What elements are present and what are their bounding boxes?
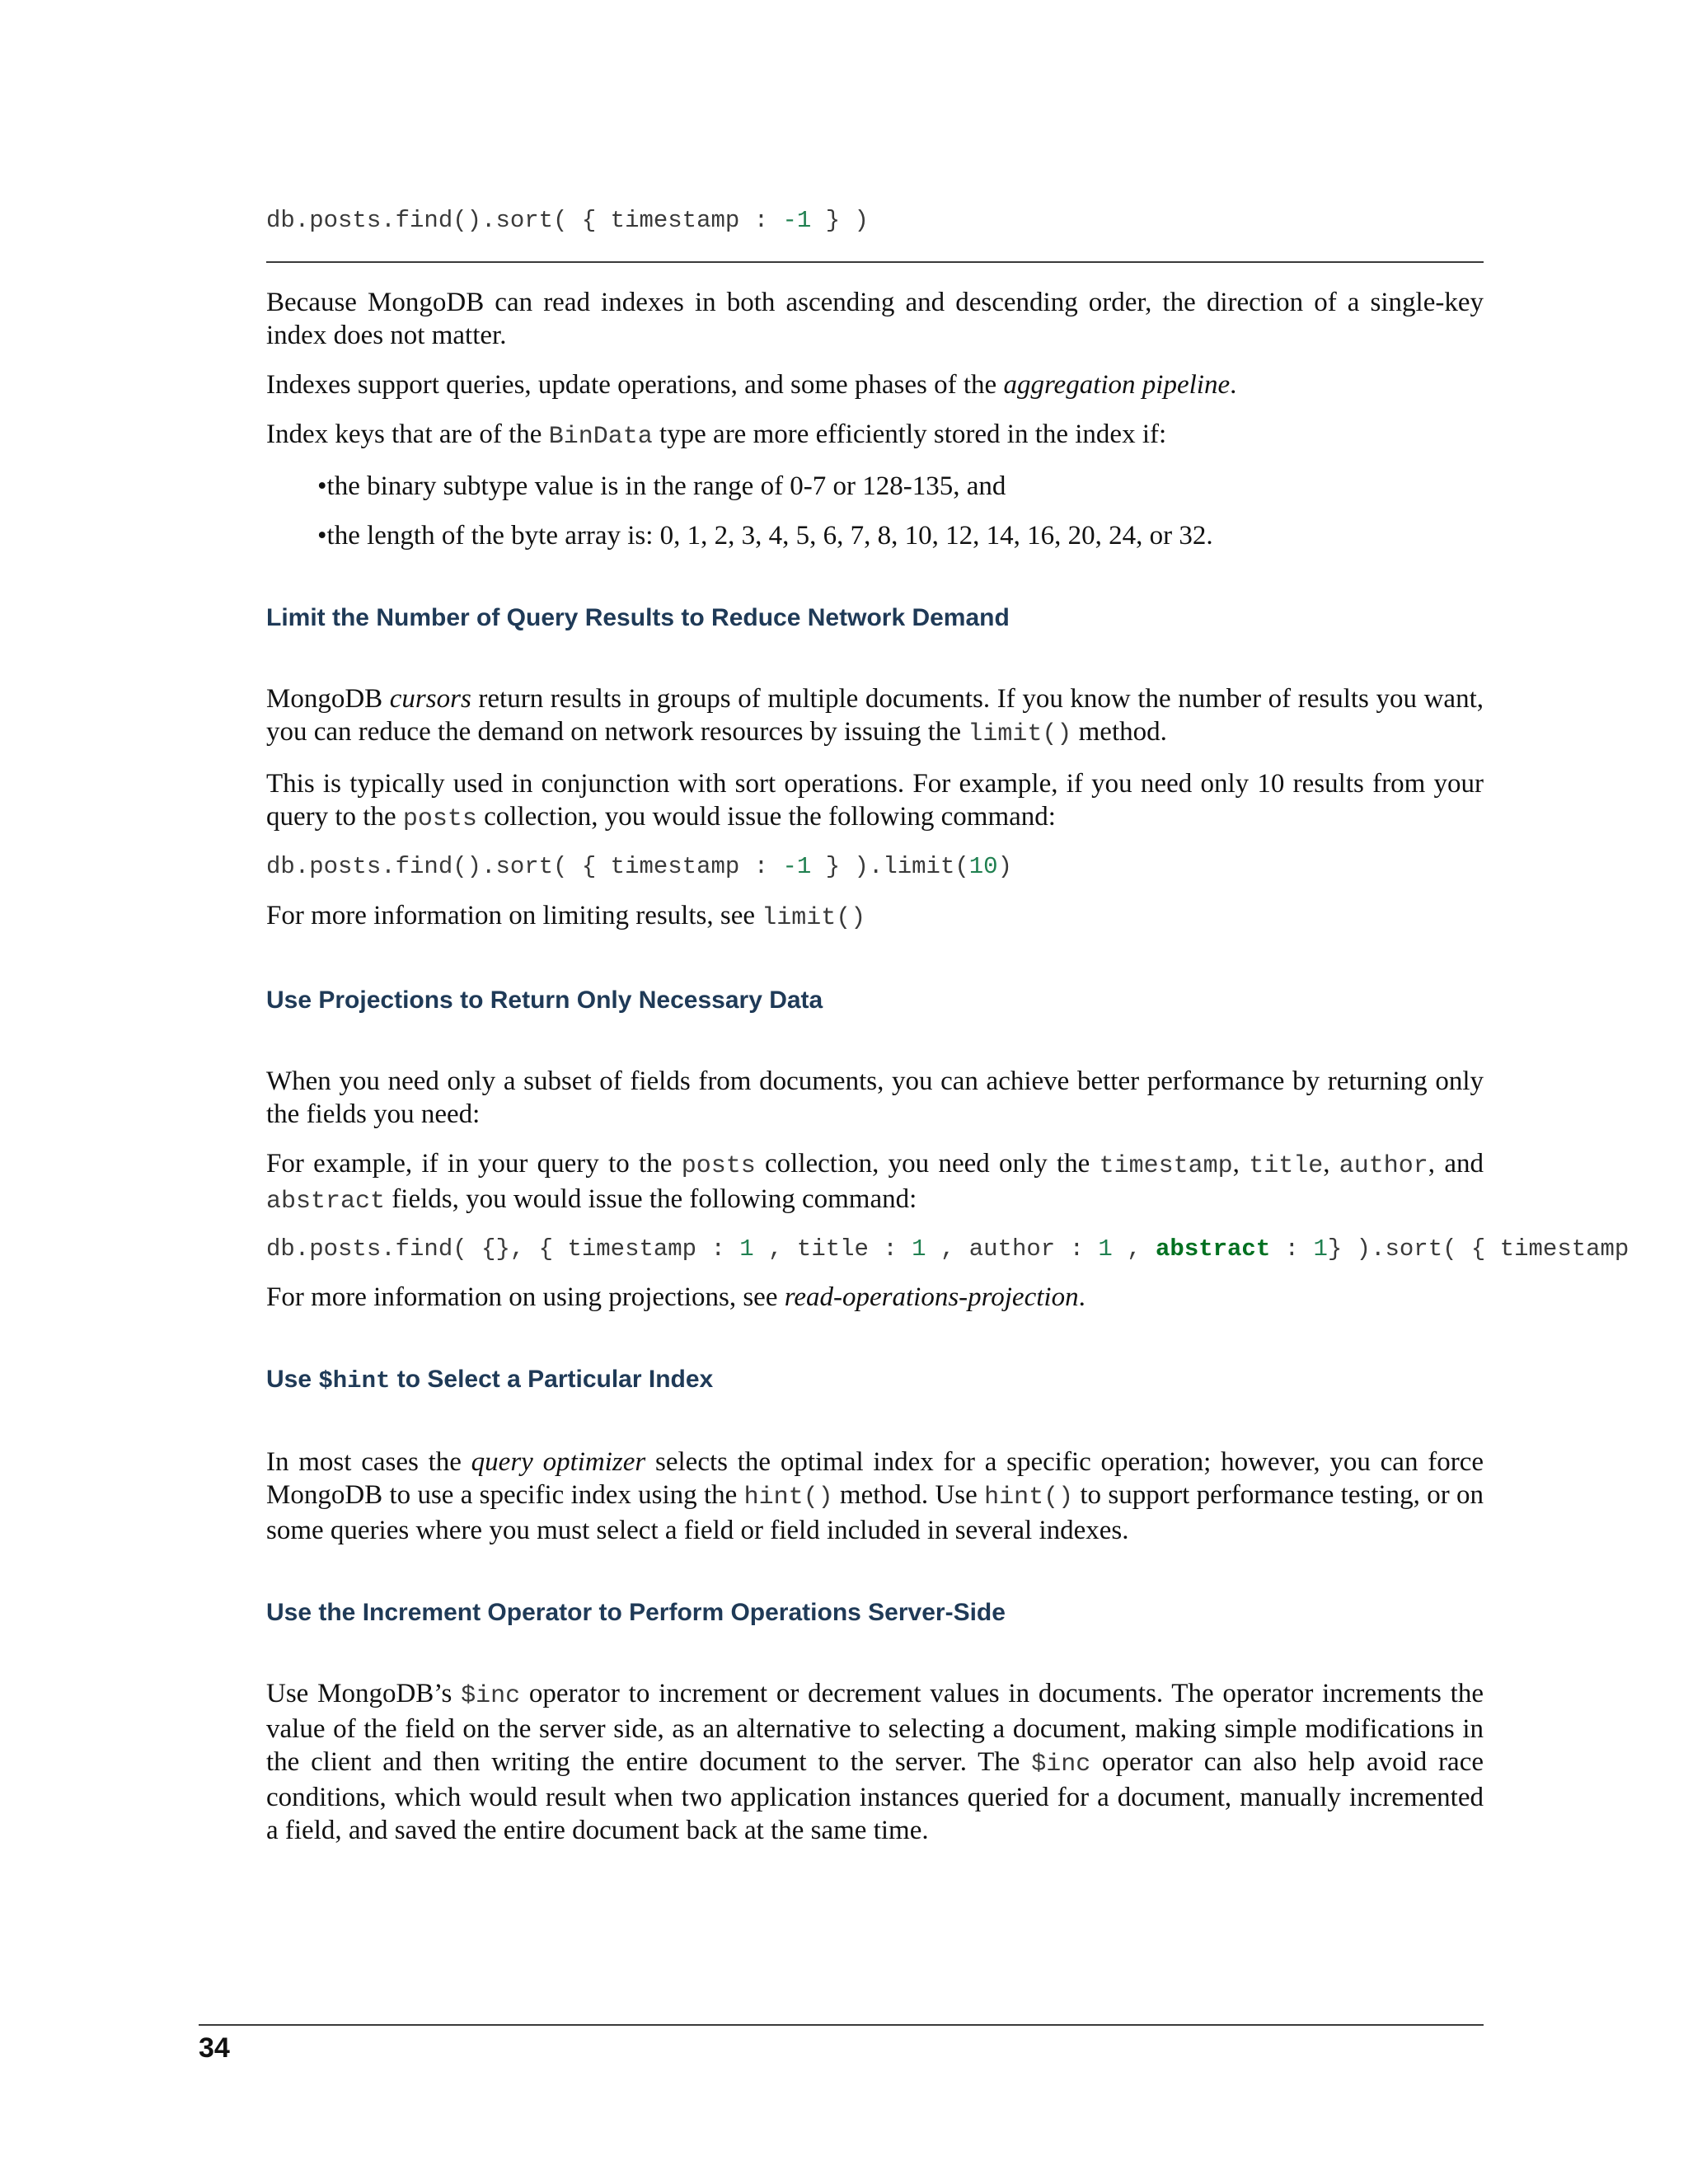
heading-increment-operator: Use the Increment Operator to Perform Operations Server-Side: [266, 1598, 1006, 1626]
link-hint-method-2[interactable]: hint(): [984, 1483, 1074, 1511]
paragraph-index-support: Indexes support queries, update operations, and some phases of the aggregation pipeline.: [266, 370, 1237, 401]
bindata-conditions-list: [266, 470, 1484, 552]
link-inc-operator[interactable]: $inc: [461, 1681, 521, 1710]
list-item: •the length of the byte array is: 0, 1, 2, 3, 4, 5, 6, 7, 8, 10, 12, 14, 16, 20, 24, or 32.: [317, 521, 1213, 551]
code-projection-example: db.posts.find( {}, { timestamp : 1 , title : 1 , author : 1 , abstract : 1} ).sort( { timestamp: [266, 1235, 1629, 1263]
page-content: [266, 206, 1629, 1863]
footer-divider: [199, 2024, 1484, 2026]
section-divider: [266, 261, 1484, 263]
link-inc-operator-2[interactable]: $inc: [1031, 1750, 1091, 1779]
link-cursors[interactable]: cursors: [389, 684, 471, 715]
paragraph-index-direction: Because MongoDB can read indexes in both ascending and descending order, the direction of a single-key index does not matter.: [266, 288, 1484, 351]
heading-hint: Use $hint to Select a Particular Index: [266, 1365, 714, 1394]
link-aggregation-pipeline[interactable]: aggregation pipeline: [1003, 370, 1231, 401]
paragraph-query-optimizer: In most cases the query optimizer selects the optimal index for a specific operation; however, you can force MongoDB to use a specific index using the hint() method. Use hint() to support performance testing, or on some queries where you must select a field or field included in several indexes.: [266, 1446, 1484, 1545]
paragraph-projections-intro: When you need only a subset of fields from documents, you can achieve better performance by returning only the fields you need:: [266, 1066, 1484, 1129]
link-query-optimizer[interactable]: query optimizer: [471, 1446, 646, 1477]
link-limit[interactable]: limit(): [762, 903, 866, 932]
link-hint-method[interactable]: hint(): [743, 1483, 833, 1511]
paragraph-cursors: MongoDB cursors return results in groups of multiple documents. If you know the number of results you want, you can reduce the demand on network resources by issuing the limit() method.: [266, 684, 1484, 749]
heading-projections: Use Projections to Return Only Necessary Data: [266, 986, 823, 1014]
paragraph-projections-example: For example, if in your query to the posts collection, you need only the timestamp, title, author, and abstract fields, you would issue the following command:: [266, 1148, 1484, 1216]
paragraph-inc-operator: Use MongoDB’s $inc operator to increment or decrement values in documents. The operator increments the value of the field on the server side, as an alternative to selecting a document, making simple modifications in the client and then writing the entire document to the server. The $inc operator can also help avoid race conditions, which would result when two application instances queried for a document, manually incremented a field, and saved the entire document back at the same time.: [266, 1678, 1484, 1845]
heading-limit-results: Limit the Number of Query Results to Reduce Network Demand: [266, 604, 1010, 632]
list-item: •the binary subtype value is in the range of 0-7 or 128-135, and: [317, 471, 1006, 502]
paragraph-projection-more-info: For more information on using projections, see read-operations-projection.: [266, 1282, 1085, 1312]
page-number: 34: [199, 2032, 230, 2064]
paragraph-sort-conjunction: This is typically used in conjunction with sort operations. For example, if you need only 10 results from your query to the posts collection, you would issue the following command:: [266, 769, 1484, 834]
paragraph-limit-more-info: For more information on limiting results, see limit(): [266, 900, 866, 932]
code-limit-example: db.posts.find().sort( { timestamp : -1 } ).limit(10): [266, 853, 1012, 881]
paragraph-bindata: Index keys that are of the BinData type are more efficiently stored in the index if:: [266, 419, 1167, 452]
link-limit-method[interactable]: limit(): [968, 720, 1072, 749]
link-read-operations-projection[interactable]: read-operations-projection: [784, 1282, 1079, 1312]
code-sort-example: db.posts.find().sort( { timestamp : -1 } ): [266, 207, 869, 234]
